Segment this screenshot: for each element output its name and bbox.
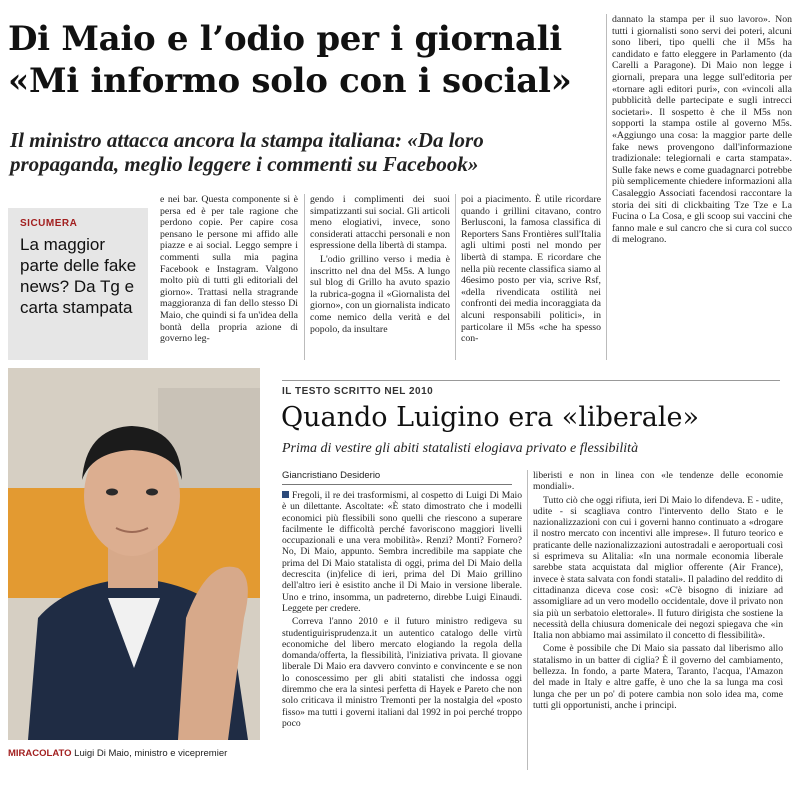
article-paragraph: gendo i complimenti dei suoi simpatizzanti sui social. Gli articoli meno elogiativi, invece, sono considerati attacchi personali e non espressione della libertà di stampa.: [310, 194, 450, 252]
article-column-2: [310, 194, 450, 337]
article-paragraph: e nei bar. Questa componente si è persa ed è per tale ragione che perdono copie. Per capire cosa pensano le persone mi affido alle piazze e ai social. Leggo sempre i commenti sulla mia pagina Facebook e Instagram. Valgono molto più di tutti gli editoriali del giorno». Trattasi nella stragrande maggioranza di fan dello stesso Di Maio, che quindi si fa un'idea della bontà della propria azione di governo leg-: [160, 194, 298, 345]
box-headline: Quando Luigino era «liberale»: [281, 402, 699, 433]
column-divider: [304, 194, 305, 360]
article-paragraph: dannato la stampa per il suo lavoro». Non tutti i giornalisti sono servi dei poteri, alcuni sono liberi, tipo quelli che il M5s ha candidato e fatto eleggere in Parlamento (da Carelli a Paragone). Di Maio non legge i giornali, prepara una legge sull'editoria per «tornare agli editori puri», con «vincoli alla pubblicità delle partecipate e sugli intrecci societari». Il sospetto è che il M5s non sopporti la stampa ostile al governo M5s. «Aggiungo una cosa: la maggior parte delle fake news provengono dall'informazione tradizionale: telegiornali e carta stampata». Sulle fake news e come guadagnarci potrebbe più semplicemente chiedere informazioni alla Casaleggio Associati facendosi raccontare la storia dei siti di clickbaiting Tze Tze e La Fucina o La Cosa, e gli scoop sui vaccini che fanno male e sul cancro che si cura col succo di melograno.: [612, 14, 792, 246]
lead-text: Fregoli, il re dei trasformismi, al cospetto di Luigi Di Maio è un dilettante. Ascoltate: «È stato dimostrato che i modelli economici più flessibili sono quelli che riescono a superare facilmente le difficoltà perché favoriscono maggiori livelli occupazionali e una vera mobilità». Renzi? Monti? Fornero? No, Di Maio, appunto. Sembra incredibile ma sappiate che prima del Di Maio statalista di oggi, prima del Di Maio della decrescita (in)felice di ieri, prima del Di Maio grillino dell'altro ieri è esistito anche il Di Maio in versione liberale. Uno e trino, insomma, un padreterno, direbbe Luigi Einaudi. Leggete per credere.: [282, 490, 522, 614]
lead-square-icon: [282, 491, 289, 498]
box-kicker: IL TESTO SCRITTO NEL 2010: [282, 386, 434, 397]
article-paragraph: Correva l'anno 2010 e il futuro ministro redigeva su studentiguirisprudenza.it un autentico catalogo delle virtù economiche del libero mercato elogiando la regola della domanda/offerta, la flessibilità, l'iniziativa privata. Il giovane liberale Di Maio era davvero convinto e convincente e se non lo conoscessimo per gli abiti statalisti che indossa oggi diremmo che era la sintesi perfetta di Hayek e Pareto che non solo criticava il ministro Tremonti per la nostalgia del «posto fisso» ma tutti i governi italiani dal 1992 in poi perché troppo poco: [282, 616, 522, 729]
article-paragraph: [282, 490, 522, 614]
byline: Giancristiano Desiderio: [282, 470, 512, 485]
article-paragraph: Tutto ciò che oggi rifiuta, ieri Di Maio lo difendeva. E - udite, udite - si scagliava contro l'intervento dello Stato e le nazionalizzazioni con cui i governi hanno continuato a «drogare il nostro mercato con incentivi alle imprese». Il futuro teorico e praticante delle nazionalizzazioni autostradali e aeroportuali così si esprimeva su Alitalia: «In una normale economia liberale sarebbe stata acquistata dal miglior offerente (Air France), invece è stata salvata con fondi statali». Il paladino del reddito di cittadinanza diceva cose così: «C'è bisogno di iniziare ad assomigliare ad un vero modello occidentale, dove il privato non sia più un serbatoio elettorale». Il futuro dirigista che sostiene la necessità della chiusura domenicale dei negozi spiegava che «in Italia non abbiamo mai assimilato il concetto di flessibilità».: [533, 494, 783, 642]
portrait-photo: [8, 368, 260, 740]
article-column-3: [461, 194, 601, 347]
box-column-1: [282, 490, 522, 731]
main-deck: Il ministro attacca ancora la stampa italiana: «Da loro propaganda, meglio leggere i commenti su Facebook»: [10, 128, 484, 176]
quote-text: La maggior parte delle fake news? Da Tg e carta stampata: [20, 235, 137, 317]
article-paragraph: liberisti e non in linea con «le tendenze delle economie mondiali».: [533, 470, 783, 493]
headline-line-1: Di Maio e l’odio per i giornali: [8, 19, 562, 59]
article-column-1: [160, 194, 298, 347]
column-divider: [606, 14, 607, 360]
photo-caption: [8, 748, 260, 759]
quote-box: [8, 208, 148, 360]
caption-text: Luigi Di Maio, ministro e vicepremier: [74, 748, 228, 759]
portrait-illustration: [8, 368, 260, 740]
caption-label: MIRACOLATO: [8, 748, 72, 759]
article-paragraph: Come è possibile che Di Maio sia passato dal liberismo allo statalismo in un batter di ciglia? È il governo del cambiamento, bellezza. In fondo, a parte Matera, Taranto, l'acqua, l'Amazon del made in Italy e altre gaffe, è uno che la sa lunga ma così lunga che per un po' di potere cambia non solo idea ma, come tutti gli opportunisti, anche i principi.: [533, 643, 783, 711]
quote-tag: SICUMERA: [20, 218, 78, 229]
column-divider: [455, 194, 456, 360]
article-paragraph: poi a piacimento. È utile ricordare quando i grillini citavano, contro Berlusconi, la famosa classifica di Reporters Sans Frontières sull'Italia agli ultimi posti nel mondo per libertà di stampa. E ricordare che nella più recente classifica siamo al 46esimo posto per via, scrive Rsf, «della rivendicata ostilità nei confronti dei media incoraggiata da alcuni responsabili politici», in particolare il M5s «che ha spesso con-: [461, 194, 601, 345]
headline-line-2: «Mi informo solo con i social»: [8, 61, 572, 101]
column-divider: [527, 470, 528, 770]
section-divider: [282, 380, 780, 381]
box-column-2: [533, 470, 783, 713]
article-column-4: [612, 14, 792, 248]
article-paragraph: L'odio grillino verso i media è inscritto nel dna del M5s. A lungo sul blog di Grillo ha avuto spazio la rubrica-gogna il «Giornalista del giorno», con un giornalista indicato come nemico della verità e del popolo, da insultare: [310, 253, 450, 335]
box-deck: Prima di vestire gli abiti statalisti elogiava privato e flessibilità: [282, 441, 639, 456]
